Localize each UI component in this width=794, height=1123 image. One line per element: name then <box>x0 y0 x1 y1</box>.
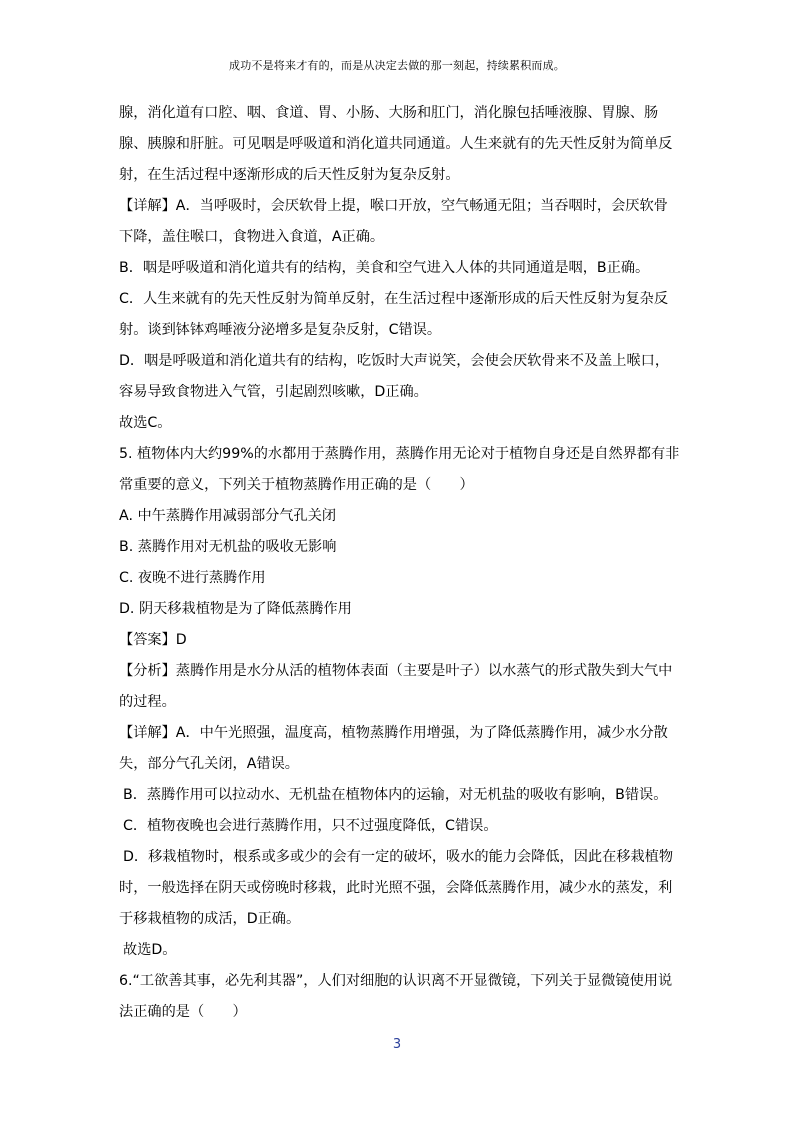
detail-line: 失，部分气孔关闭，A错误。 <box>119 756 299 772</box>
question-6-stem: 法正确的是（ ） <box>119 1004 247 1020</box>
question-5-stem: 常重要的意义，下列关于植物蒸腾作用正确的是（ ） <box>119 477 474 493</box>
option-a: A. 中午蒸腾作用减弱部分气孔关闭 <box>119 508 337 524</box>
analysis-line: 的过程。 <box>119 694 176 710</box>
text-line: 腺、胰腺和肝脏。可见咽是呼吸道和消化道共同通道。人生来就有的先天性反射为简单反 <box>119 136 673 152</box>
question-5-stem: 5. 植物体内大约99%的水都用于蒸腾作用，蒸腾作用无论对于植物自身还是自然界都有非 <box>119 446 680 462</box>
page-number: 3 <box>392 1037 402 1052</box>
detail-line: 时，一般选择在阴天或傍晚时移栽，此时光照不强，会降低蒸腾作用，减少水的蒸发，利 <box>119 880 673 896</box>
option-d: D. 阴天移栽植物是为了降低蒸腾作用 <box>119 601 352 617</box>
answer-line: 【答案】D <box>119 632 187 648</box>
page-header-motto: 成功不是将来才有的，而是从决定去做的那一刻起，持续累积而成。 <box>229 59 565 72</box>
detail-line: C．植物夜晚也会进行蒸腾作用，只不过强度降低，C错误。 <box>123 818 498 834</box>
text-line: 腺，消化道有口腔、咽、食道、胃、小肠、大肠和肛门，消化腺包括唾液腺、胃腺、肠 <box>119 105 659 121</box>
detail-line: 【详解】A．中午光照强，温度高，植物蒸腾作用增强，为了降低蒸腾作用，减少水分散 <box>119 725 668 741</box>
text-line: 容易导致食物进入气管，引起剧烈咳嗽，D正确。 <box>119 384 428 400</box>
option-b: B. 蒸腾作用对无机盐的吸收无影响 <box>119 539 337 555</box>
analysis-line: 【分析】蒸腾作用是水分从活的植物体表面（主要是叶子）以水蒸气的形式散失到大气中 <box>119 663 673 679</box>
option-c: C. 夜晚不进行蒸腾作用 <box>119 570 266 586</box>
text-line: 【详解】A．当呼吸时，会厌软骨上提，喉口开放，空气畅通无阻；当吞咽时，会厌软骨 <box>119 198 668 214</box>
detail-line: B．蒸腾作用可以拉动水、无机盐在植物体内的运输，对无机盐的吸收有影响，B错误。 <box>123 787 668 803</box>
text-line: D．咽是呼吸道和消化道共有的结构，吃饭时大声说笑，会使会厌软骨来不及盖上喉口， <box>119 353 670 369</box>
text-line: B．咽是呼吸道和消化道共有的结构，美食和空气进入人体的共同通道是咽，B正确。 <box>119 260 650 276</box>
text-line: 下降，盖住喉口，食物进入食道，A正确。 <box>119 229 385 245</box>
detail-line: D．移栽植物时，根系或多或少的会有一定的破坏，吸水的能力会降低，因此在移栽植物 <box>123 849 674 865</box>
question-6-stem: 6.“工欲善其事，必先利其器”，人们对细胞的认识离不开显微镜，下列关于显微镜使用说 <box>119 973 673 989</box>
conclusion-line: 故选D。 <box>123 942 177 958</box>
document-body <box>119 98 679 1028</box>
text-line: 射。谈到钵钵鸡唾液分泌增多是复杂反射，C错误。 <box>119 322 442 338</box>
detail-line: 于移栽植物的成活，D正确。 <box>119 911 301 927</box>
text-line: 射，在生活过程中逐渐形成的后天性反射为复杂反射。 <box>119 167 460 183</box>
text-line: 故选C。 <box>119 415 172 431</box>
text-line: C．人生来就有的先天性反射为简单反射，在生活过程中逐渐形成的后天性反射为复杂反 <box>119 291 669 307</box>
